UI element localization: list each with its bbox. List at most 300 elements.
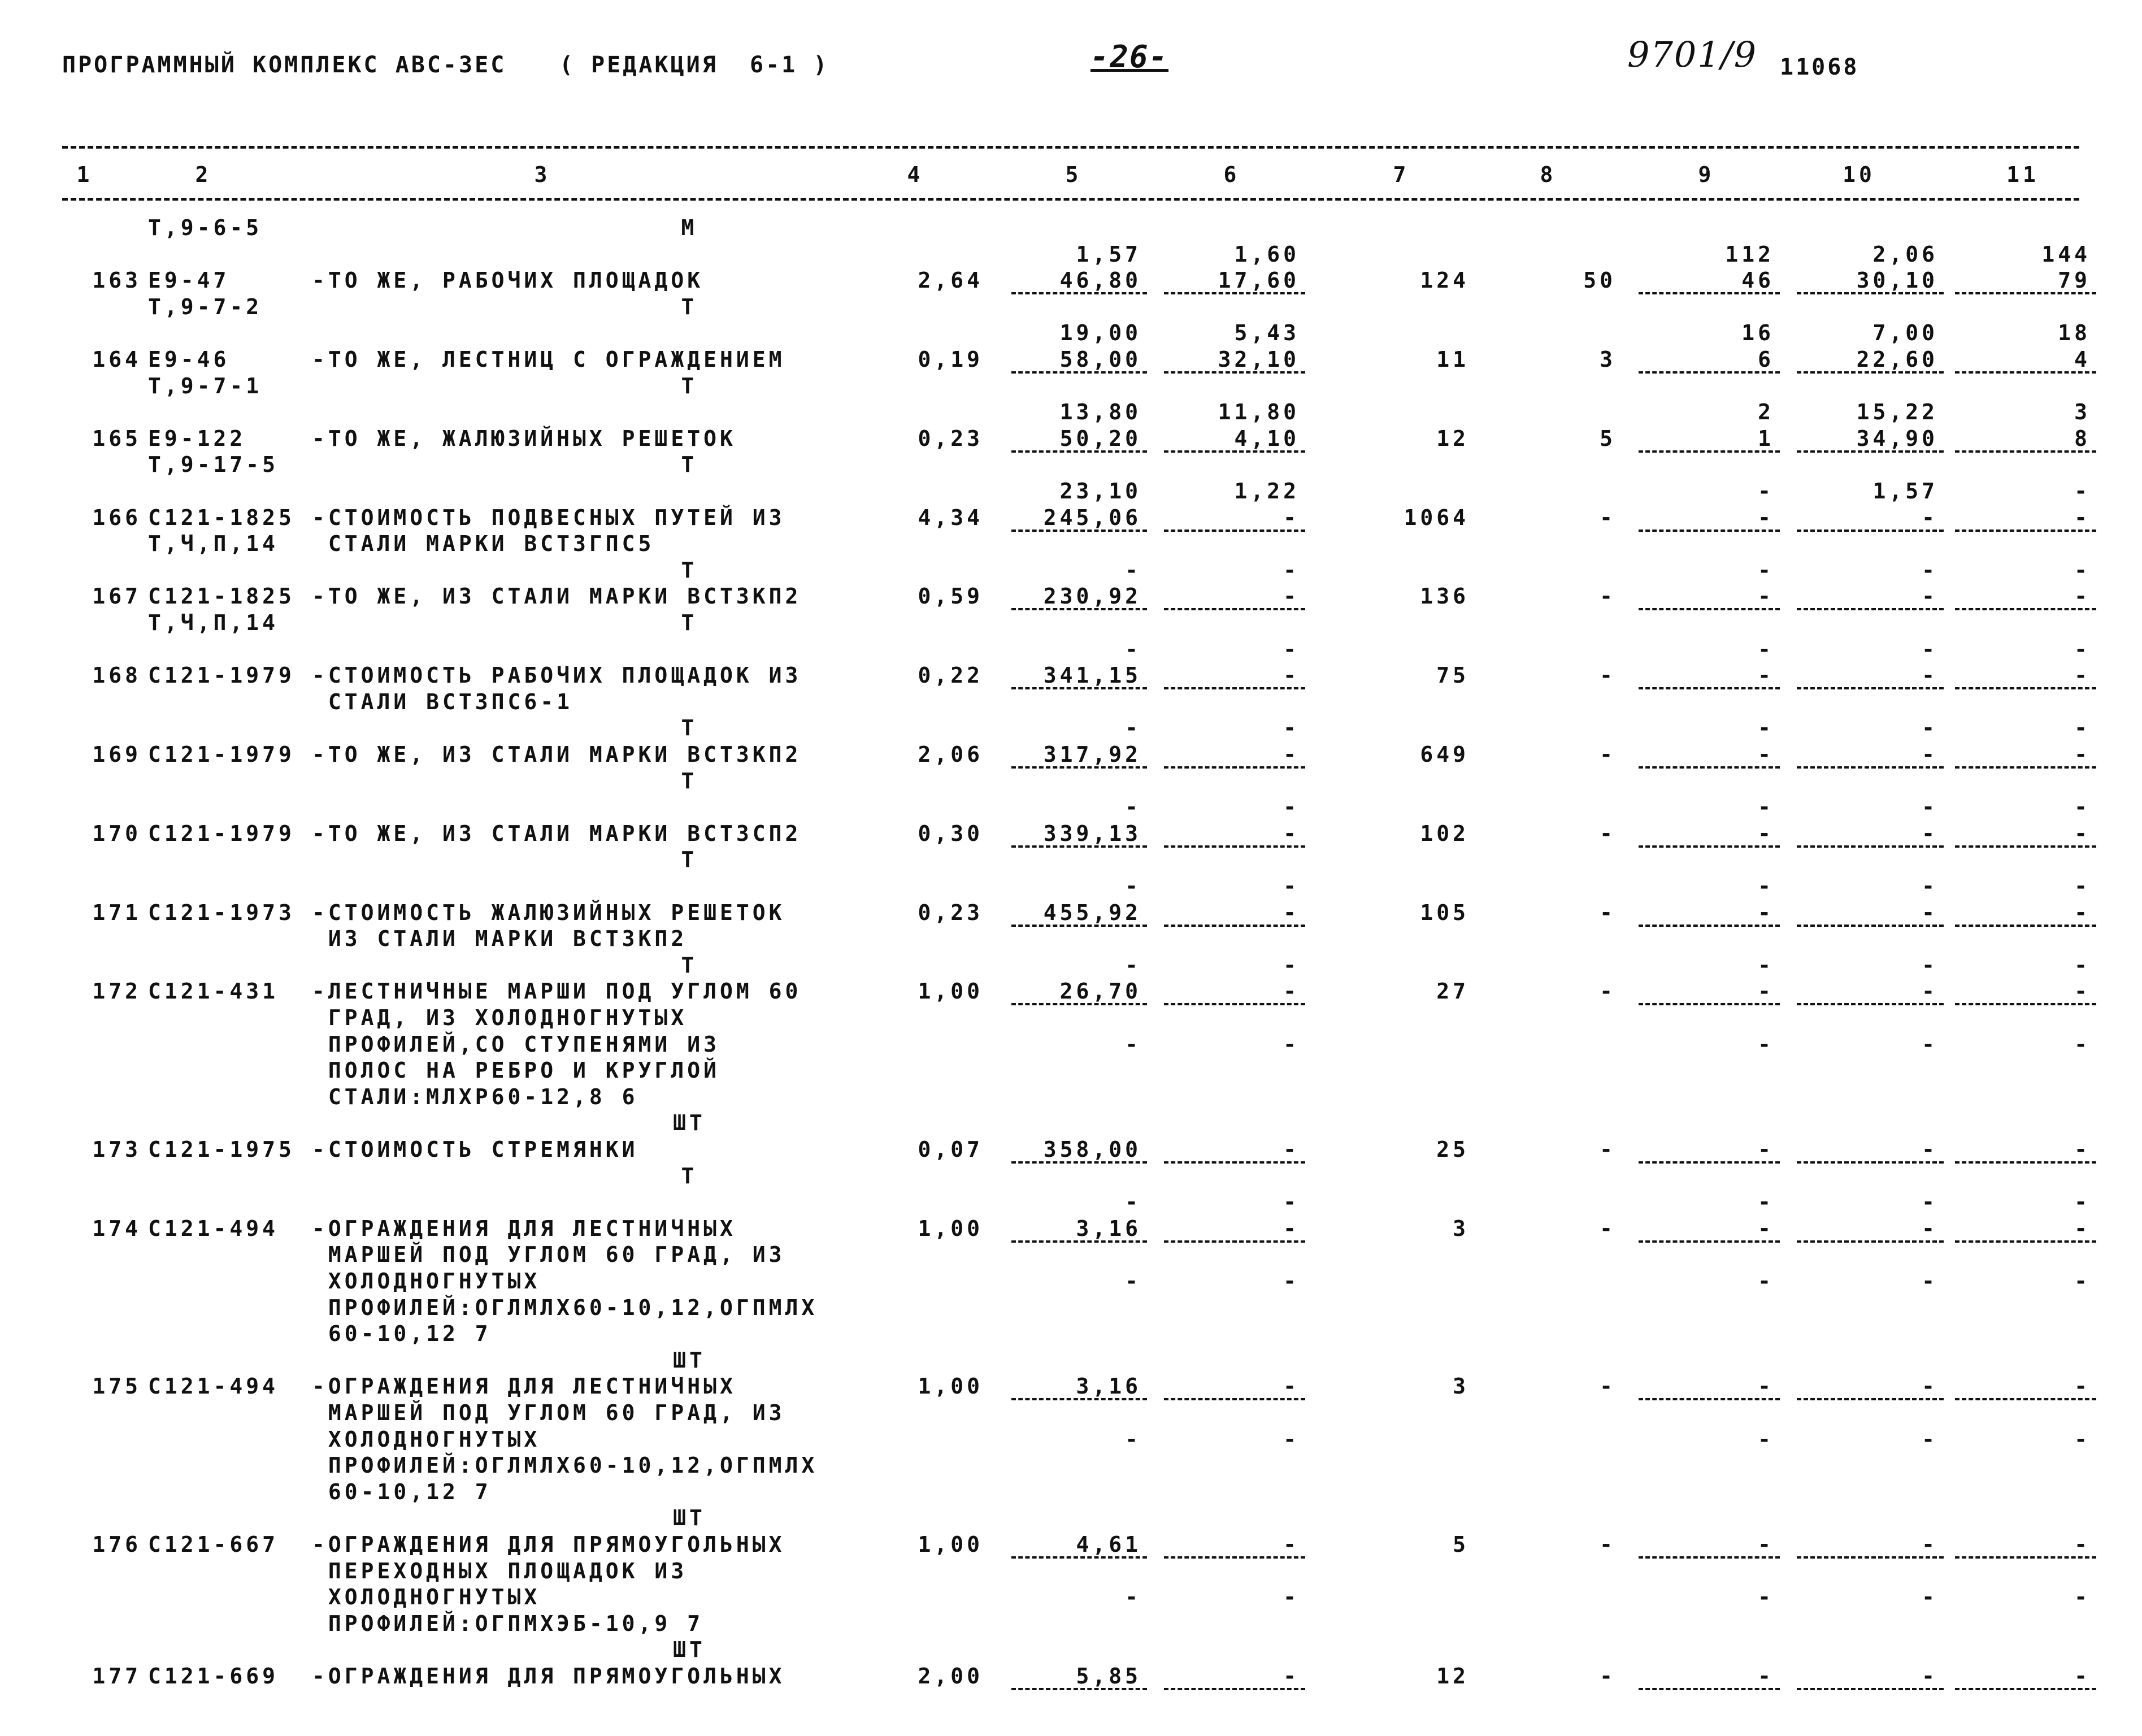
cell-separator bbox=[1955, 1398, 2096, 1400]
cell-c3u: ШТ bbox=[673, 1347, 706, 1373]
cell-c10: - bbox=[1922, 1137, 1938, 1162]
cell-c6: - bbox=[1283, 952, 1300, 978]
cell-separator bbox=[1797, 1688, 1944, 1690]
cell-c3: -ОГРАЖДЕНИЯ ДЛЯ ЛЕСТНИЧНЫХ bbox=[312, 1216, 736, 1241]
cell-c9: - bbox=[1758, 1137, 1774, 1162]
cell-c5: 339,13 bbox=[1043, 821, 1141, 846]
cell-c11: - bbox=[2074, 1532, 2091, 1557]
cell-separator bbox=[1639, 1556, 1780, 1559]
cell-c6: - bbox=[1283, 663, 1300, 688]
cell-c5: 230,92 bbox=[1043, 584, 1141, 609]
cell-separator bbox=[1797, 1398, 1944, 1400]
cell-c11: - bbox=[2074, 557, 2091, 583]
header-rule-bottom bbox=[62, 198, 2079, 201]
cell-c11: - bbox=[2074, 636, 2091, 662]
cell-c7: 3 bbox=[1453, 1374, 1469, 1399]
cell-c5: 19,00 bbox=[1059, 320, 1141, 346]
cell-c2: Е9-47 bbox=[148, 268, 230, 293]
cell-separator bbox=[1164, 530, 1305, 532]
cell-c4: 0,22 bbox=[918, 663, 983, 688]
cell-c9: - bbox=[1758, 505, 1774, 530]
cell-c10: 1,57 bbox=[1872, 479, 1938, 504]
cell-c11: - bbox=[2074, 821, 2091, 846]
cell-c5: 245,06 bbox=[1043, 505, 1141, 530]
cell-separator bbox=[1797, 450, 1944, 453]
cell-c6: - bbox=[1283, 1426, 1300, 1452]
cell-c8: - bbox=[1600, 1374, 1616, 1399]
cell-c7: 5 bbox=[1453, 1532, 1469, 1557]
cell-c8: - bbox=[1600, 1216, 1616, 1241]
cell-c10: 34,90 bbox=[1856, 426, 1938, 451]
cell-separator bbox=[1955, 608, 2096, 610]
cell-c4: 0,23 bbox=[918, 900, 983, 925]
cell-separator bbox=[1011, 1556, 1147, 1559]
cell-c11: - bbox=[2074, 715, 2091, 741]
cell-c3u: Т bbox=[681, 294, 698, 319]
cell-c9: - bbox=[1758, 821, 1774, 846]
cell-c5: - bbox=[1125, 874, 1141, 899]
cell-c3u: Т bbox=[681, 1163, 698, 1188]
cell-c5: 5,85 bbox=[1076, 1664, 1141, 1689]
cell-c1: 172 bbox=[92, 979, 141, 1004]
cell-c3u: ШТ bbox=[673, 1505, 706, 1531]
cell-separator bbox=[1955, 1240, 2096, 1243]
cell-c11: - bbox=[2074, 505, 2091, 530]
cell-c7: 1064 bbox=[1404, 505, 1469, 530]
cell-c11: - bbox=[2074, 874, 2091, 899]
cell-c3u: ШТ bbox=[673, 1637, 706, 1663]
cell-c9: - bbox=[1758, 636, 1774, 662]
cell-separator bbox=[1955, 530, 2096, 532]
cell-c7: 649 bbox=[1420, 742, 1469, 767]
cell-separator bbox=[1955, 845, 2096, 848]
cell-c3: ПРОФИЛЕЙ:ОГЛМЛХ60-10,12,ОГПМЛХ bbox=[312, 1295, 818, 1320]
cell-c1: 164 bbox=[92, 347, 141, 372]
cell-c5: 1,57 bbox=[1076, 241, 1141, 267]
cell-c10: - bbox=[1922, 795, 1938, 820]
edition-label: ( РЕДАКЦИЯ 6-1 ) bbox=[559, 52, 829, 78]
cell-c3: -ТО ЖЕ, ИЗ СТАЛИ МАРКИ ВСТ3КП2 bbox=[312, 584, 802, 609]
cell-c10: - bbox=[1922, 1532, 1938, 1557]
cell-c11: - bbox=[2074, 1269, 2091, 1294]
cell-c5: 23,10 bbox=[1059, 479, 1141, 504]
cell-c3: -СТОИМОСТЬ СТРЕМЯНКИ bbox=[312, 1137, 638, 1162]
cell-c10: 15,22 bbox=[1856, 400, 1938, 425]
doc-code: 11068 bbox=[1780, 54, 1859, 80]
cell-c9: - bbox=[1758, 1426, 1774, 1452]
cell-c3: ИЗ СТАЛИ МАРКИ ВСТ3КП2 bbox=[312, 926, 688, 952]
cell-c9: 46 bbox=[1741, 268, 1774, 293]
cell-c10: - bbox=[1922, 952, 1938, 978]
cell-c4: 0,19 bbox=[918, 347, 983, 372]
handwritten-doc-number: 9701/9 bbox=[1627, 34, 1758, 75]
cell-separator bbox=[1639, 1003, 1780, 1005]
cell-separator bbox=[1639, 608, 1780, 610]
cell-c4: 0,59 bbox=[918, 584, 983, 609]
cell-separator bbox=[1164, 925, 1305, 927]
cell-c8: - bbox=[1600, 505, 1616, 530]
cell-separator bbox=[1011, 1688, 1147, 1690]
cell-c3: СТАЛИ МАРКИ ВСТ3ГПС5 bbox=[312, 531, 655, 557]
cell-separator bbox=[1639, 1398, 1780, 1400]
cell-c5: - bbox=[1125, 1031, 1141, 1057]
cell-separator bbox=[1797, 1240, 1944, 1243]
cell-c11: - bbox=[2074, 663, 2091, 688]
column-header-1: 1 bbox=[76, 162, 93, 187]
cell-separator bbox=[1955, 371, 2096, 374]
cell-separator bbox=[1639, 1161, 1780, 1164]
cell-c3: ХОЛОДНОГНУТЫХ bbox=[312, 1585, 541, 1610]
cell-c6: - bbox=[1283, 979, 1300, 1004]
cell-c10: - bbox=[1922, 584, 1938, 609]
cell-separator bbox=[1011, 450, 1147, 453]
cell-c7: 12 bbox=[1436, 1664, 1469, 1689]
cell-c7: 11 bbox=[1436, 347, 1469, 372]
cell-c4: 1,00 bbox=[918, 1374, 983, 1399]
cell-c8: - bbox=[1600, 1137, 1616, 1162]
cell-c3: -ТО ЖЕ, ЛЕСТНИЦ С ОГРАЖДЕНИЕМ bbox=[312, 347, 785, 372]
cell-separator bbox=[1639, 450, 1780, 453]
column-header-4: 4 bbox=[907, 162, 924, 187]
column-header-3: 3 bbox=[534, 162, 551, 187]
cell-c3: -СТОИМОСТЬ ПОДВЕСНЫХ ПУТЕЙ ИЗ bbox=[312, 505, 785, 530]
cell-separator bbox=[1011, 925, 1147, 927]
cell-c11: - bbox=[2074, 1426, 2091, 1452]
cell-c6: - bbox=[1283, 1137, 1300, 1162]
cell-c5: 341,15 bbox=[1043, 663, 1141, 688]
cell-c3: -ОГРАЖДЕНИЯ ДЛЯ ПРЯМОУГОЛЬНЫХ bbox=[312, 1664, 785, 1689]
cell-c9: - bbox=[1758, 742, 1774, 767]
cell-c8: - bbox=[1600, 1532, 1616, 1557]
cell-c9: 112 bbox=[1725, 241, 1774, 267]
cell-c6: - bbox=[1283, 874, 1300, 899]
cell-separator bbox=[1164, 292, 1305, 294]
cell-c3: ГРАД, ИЗ ХОЛОДНОГНУТЫХ bbox=[312, 1005, 688, 1030]
cell-separator bbox=[1164, 450, 1305, 453]
cell-c6: - bbox=[1283, 1664, 1300, 1689]
cell-c9: - bbox=[1758, 1031, 1774, 1057]
cell-c2: С121-1979 bbox=[148, 742, 295, 767]
cell-c5: - bbox=[1125, 557, 1141, 583]
cell-separator bbox=[1797, 687, 1944, 689]
cell-c4: 1,00 bbox=[918, 979, 983, 1004]
cell-separator bbox=[1797, 1556, 1944, 1559]
cell-c9: - bbox=[1758, 1216, 1774, 1241]
cell-separator bbox=[1164, 766, 1305, 769]
cell-c11: - bbox=[2074, 584, 2091, 609]
cell-separator bbox=[1639, 371, 1780, 374]
cell-c6: - bbox=[1283, 557, 1300, 583]
cell-c6: 32,10 bbox=[1218, 347, 1300, 372]
cell-c9: - bbox=[1758, 874, 1774, 899]
cell-c3: МАРШЕЙ ПОД УГЛОМ 60 ГРАД, ИЗ bbox=[312, 1400, 785, 1425]
cell-c6: 11,80 bbox=[1218, 400, 1300, 425]
cell-c9: - bbox=[1758, 979, 1774, 1004]
cell-c5: - bbox=[1125, 952, 1141, 978]
cell-c6: 17,60 bbox=[1218, 268, 1300, 293]
cell-separator bbox=[1011, 845, 1147, 848]
cell-separator bbox=[1797, 845, 1944, 848]
cell-c5: - bbox=[1125, 1269, 1141, 1294]
cell-separator bbox=[1955, 687, 2096, 689]
cell-c2: Т,Ч,П,14 bbox=[148, 531, 279, 557]
cell-separator bbox=[1164, 608, 1305, 610]
cell-separator bbox=[1955, 925, 2096, 927]
cell-c4: 0,23 bbox=[918, 426, 983, 451]
cell-c7: 12 bbox=[1436, 426, 1469, 451]
cell-c9: - bbox=[1758, 952, 1774, 978]
cell-separator bbox=[1011, 1398, 1147, 1400]
cell-c4: 1,00 bbox=[918, 1216, 983, 1241]
cell-c6: - bbox=[1283, 1532, 1300, 1557]
cell-c10: - bbox=[1922, 663, 1938, 688]
cell-c2: Т,9-7-2 bbox=[148, 294, 263, 319]
cell-c1: 163 bbox=[92, 268, 141, 293]
cell-c3u: Т bbox=[681, 715, 698, 741]
cell-c3: СТАЛИ ВСТ3ПС6-1 bbox=[312, 689, 573, 714]
cell-c1: 177 bbox=[92, 1664, 141, 1689]
cell-c9: 2 bbox=[1758, 400, 1774, 425]
cell-c7: 105 bbox=[1420, 900, 1469, 925]
cell-c6: 4,10 bbox=[1234, 426, 1300, 451]
cell-separator bbox=[1797, 371, 1944, 374]
cell-separator bbox=[1011, 1003, 1147, 1005]
header-rule-top bbox=[62, 146, 2079, 149]
cell-c3: МАРШЕЙ ПОД УГЛОМ 60 ГРАД, ИЗ bbox=[312, 1242, 785, 1268]
cell-c1: 165 bbox=[92, 426, 141, 451]
cell-c3u: Т bbox=[681, 452, 698, 478]
page-number: -26- bbox=[1090, 39, 1169, 75]
cell-separator bbox=[1639, 925, 1780, 927]
cell-c10: - bbox=[1922, 1426, 1938, 1452]
cell-c6: - bbox=[1283, 636, 1300, 662]
cell-c8: - bbox=[1600, 663, 1616, 688]
cell-c3u: Т bbox=[681, 768, 698, 793]
cell-c10: - bbox=[1922, 1664, 1938, 1689]
cell-c6: - bbox=[1283, 1216, 1300, 1241]
cell-c5: 3,16 bbox=[1076, 1374, 1141, 1399]
cell-c5: - bbox=[1125, 636, 1141, 662]
cell-c2: Т,Ч,П,14 bbox=[148, 610, 279, 635]
cell-c5: - bbox=[1125, 715, 1141, 741]
cell-c11: - bbox=[2074, 979, 2091, 1004]
column-header-7: 7 bbox=[1393, 162, 1410, 187]
cell-c1: 176 bbox=[92, 1532, 141, 1557]
cell-separator bbox=[1164, 1688, 1305, 1690]
cell-c11: - bbox=[2074, 900, 2091, 925]
cell-c11: - bbox=[2074, 1664, 2091, 1689]
cell-c3u: Т bbox=[681, 373, 698, 398]
cell-c3: ХОЛОДНОГНУТЫХ bbox=[312, 1426, 541, 1452]
cell-separator bbox=[1011, 766, 1147, 769]
cell-c9: - bbox=[1758, 584, 1774, 609]
cell-c1: 166 bbox=[92, 505, 141, 530]
column-header-9: 9 bbox=[1698, 162, 1715, 187]
cell-c2: С121-431 bbox=[148, 979, 279, 1004]
cell-c1: 170 bbox=[92, 821, 141, 846]
cell-c3u: ШТ bbox=[673, 1110, 706, 1136]
cell-c5: 455,92 bbox=[1043, 900, 1141, 925]
cell-c5: 4,61 bbox=[1076, 1532, 1141, 1557]
cell-c7: 124 bbox=[1420, 268, 1469, 293]
cell-c5: - bbox=[1125, 1426, 1141, 1452]
cell-separator bbox=[1011, 608, 1147, 610]
cell-c1: 174 bbox=[92, 1216, 141, 1241]
cell-c9: - bbox=[1758, 663, 1774, 688]
cell-c11: 8 bbox=[2074, 426, 2091, 451]
cell-c2: С121-1825 bbox=[148, 584, 295, 609]
cell-separator bbox=[1797, 1161, 1944, 1164]
cell-separator bbox=[1164, 1161, 1305, 1164]
cell-c3: -ТО ЖЕ, ЖАЛЮЗИЙНЫХ РЕШЕТОК bbox=[312, 426, 736, 451]
cell-separator bbox=[1011, 292, 1147, 294]
cell-separator bbox=[1955, 450, 2096, 453]
cell-c5: - bbox=[1125, 1190, 1141, 1215]
cell-separator bbox=[1164, 1556, 1305, 1559]
cell-c5: 50,20 bbox=[1059, 426, 1141, 451]
cell-c6: - bbox=[1283, 900, 1300, 925]
cell-c9: 16 bbox=[1741, 320, 1774, 346]
cell-separator bbox=[1955, 292, 2096, 294]
cell-c6: - bbox=[1283, 1269, 1300, 1294]
cell-c8: - bbox=[1600, 900, 1616, 925]
cell-c4: 0,07 bbox=[918, 1137, 983, 1162]
cell-c9: - bbox=[1758, 1190, 1774, 1215]
cell-c3u: Т bbox=[681, 610, 698, 635]
cell-c2: Е9-122 bbox=[148, 426, 246, 451]
cell-separator bbox=[1797, 292, 1944, 294]
cell-c11: - bbox=[2074, 1190, 2091, 1215]
cell-c8: 3 bbox=[1600, 347, 1616, 372]
cell-separator bbox=[1639, 687, 1780, 689]
cell-c4: 0,30 bbox=[918, 821, 983, 846]
cell-c11: 4 bbox=[2074, 347, 2091, 372]
cell-c10: - bbox=[1922, 505, 1938, 530]
cell-c3: ХОЛОДНОГНУТЫХ bbox=[312, 1269, 541, 1294]
cell-c6: - bbox=[1283, 821, 1300, 846]
column-header-2: 2 bbox=[195, 162, 212, 187]
cell-c1: 175 bbox=[92, 1374, 141, 1399]
cell-c8: - bbox=[1600, 979, 1616, 1004]
cell-c6: - bbox=[1283, 1031, 1300, 1057]
cell-c3: -ТО ЖЕ, ИЗ СТАЛИ МАРКИ ВСТ3КП2 bbox=[312, 742, 802, 767]
cell-c3u: М bbox=[681, 215, 698, 240]
cell-c8: - bbox=[1600, 1664, 1616, 1689]
cell-separator bbox=[1164, 371, 1305, 374]
cell-c10: - bbox=[1922, 900, 1938, 925]
cell-c1: 171 bbox=[92, 900, 141, 925]
cell-c4: 4,34 bbox=[918, 505, 983, 530]
cell-c10: - bbox=[1922, 1031, 1938, 1057]
cell-c2: С121-1979 bbox=[148, 663, 295, 688]
cell-c10: 7,00 bbox=[1872, 320, 1938, 346]
cell-c11: 3 bbox=[2074, 400, 2091, 425]
cell-c10: - bbox=[1922, 557, 1938, 583]
cell-c1: 169 bbox=[92, 742, 141, 767]
cell-c5: 358,00 bbox=[1043, 1137, 1141, 1162]
cell-c5: - bbox=[1125, 1585, 1141, 1610]
column-header-10: 10 bbox=[1843, 162, 1875, 187]
cell-c6: - bbox=[1283, 742, 1300, 767]
cell-c11: 18 bbox=[2058, 320, 2091, 346]
cell-c6: - bbox=[1283, 1585, 1300, 1610]
cell-separator bbox=[1639, 292, 1780, 294]
cell-c5: 58,00 bbox=[1059, 347, 1141, 372]
cell-c7: 102 bbox=[1420, 821, 1469, 846]
cell-separator bbox=[1011, 371, 1147, 374]
cell-c1: 168 bbox=[92, 663, 141, 688]
cell-c11: - bbox=[2074, 1585, 2091, 1610]
cell-c9: - bbox=[1758, 479, 1774, 504]
cell-c3: -ЛЕСТНИЧНЫЕ МАРШИ ПОД УГЛОМ 60 bbox=[312, 979, 802, 1004]
cell-c3u: Т bbox=[681, 557, 698, 583]
cell-c7: 25 bbox=[1436, 1137, 1469, 1162]
cell-c6: - bbox=[1283, 795, 1300, 820]
cell-c5: 3,16 bbox=[1076, 1216, 1141, 1241]
cell-separator bbox=[1955, 1161, 2096, 1164]
cell-c1: 167 bbox=[92, 584, 141, 609]
cell-separator bbox=[1639, 766, 1780, 769]
cell-c7: 3 bbox=[1453, 1216, 1469, 1241]
cell-separator bbox=[1797, 608, 1944, 610]
cell-c11: - bbox=[2074, 795, 2091, 820]
cell-c5: 13,80 bbox=[1059, 400, 1141, 425]
cell-c5: 46,80 bbox=[1059, 268, 1141, 293]
cell-c3: 60-10,12 7 bbox=[312, 1479, 492, 1504]
cell-c10: - bbox=[1922, 1216, 1938, 1241]
cell-c2: Т,9-17-5 bbox=[148, 452, 279, 478]
cell-separator bbox=[1797, 1003, 1944, 1005]
cell-c10: - bbox=[1922, 1190, 1938, 1215]
cell-c9: - bbox=[1758, 1374, 1774, 1399]
cell-c9: - bbox=[1758, 1585, 1774, 1610]
cell-c8: - bbox=[1600, 584, 1616, 609]
cell-c6: - bbox=[1283, 505, 1300, 530]
cell-c2: Т,9-6-5 bbox=[148, 215, 263, 240]
cell-c8: - bbox=[1600, 742, 1616, 767]
cell-c2: С121-1975 bbox=[148, 1137, 295, 1162]
cell-c11: 79 bbox=[2058, 268, 2091, 293]
cell-c3: ПРОФИЛЕЙ:ОГПМХЭБ-10,9 7 bbox=[312, 1611, 704, 1636]
cell-c9: - bbox=[1758, 1532, 1774, 1557]
cell-c8: 5 bbox=[1600, 426, 1616, 451]
cell-c11: - bbox=[2074, 742, 2091, 767]
cell-separator bbox=[1797, 766, 1944, 769]
cell-c9: 1 bbox=[1758, 426, 1774, 451]
cell-c11: - bbox=[2074, 1137, 2091, 1162]
cell-c11: - bbox=[2074, 1216, 2091, 1241]
cell-c10: - bbox=[1922, 821, 1938, 846]
cell-c9: - bbox=[1758, 900, 1774, 925]
cell-c10: - bbox=[1922, 1374, 1938, 1399]
cell-c3: ПЕРЕХОДНЫХ ПЛОЩАДОК ИЗ bbox=[312, 1558, 688, 1583]
cell-c4: 2,06 bbox=[918, 742, 983, 767]
cell-c10: - bbox=[1922, 636, 1938, 662]
cell-c1: 173 bbox=[92, 1137, 141, 1162]
cell-c3: -СТОИМОСТЬ РАБОЧИХ ПЛОЩАДОК ИЗ bbox=[312, 663, 802, 688]
program-title: ПРОГРАММНЫЙ КОМПЛЕКС АВС-3ЕС bbox=[62, 52, 507, 78]
cell-separator bbox=[1011, 530, 1147, 532]
cell-c6: 1,22 bbox=[1234, 479, 1300, 504]
cell-c3: ПРОФИЛЕЙ:ОГЛМЛХ60-10,12,ОГПМЛХ bbox=[312, 1453, 818, 1478]
cell-c11: - bbox=[2074, 1031, 2091, 1057]
cell-c3: ПОЛОС НА РЕБРО И КРУГЛОЙ bbox=[312, 1058, 720, 1083]
cell-separator bbox=[1164, 1398, 1305, 1400]
cell-separator bbox=[1955, 1556, 2096, 1559]
cell-c9: - bbox=[1758, 715, 1774, 741]
cell-c4: 1,00 bbox=[918, 1532, 983, 1557]
column-header-5: 5 bbox=[1065, 162, 1082, 187]
